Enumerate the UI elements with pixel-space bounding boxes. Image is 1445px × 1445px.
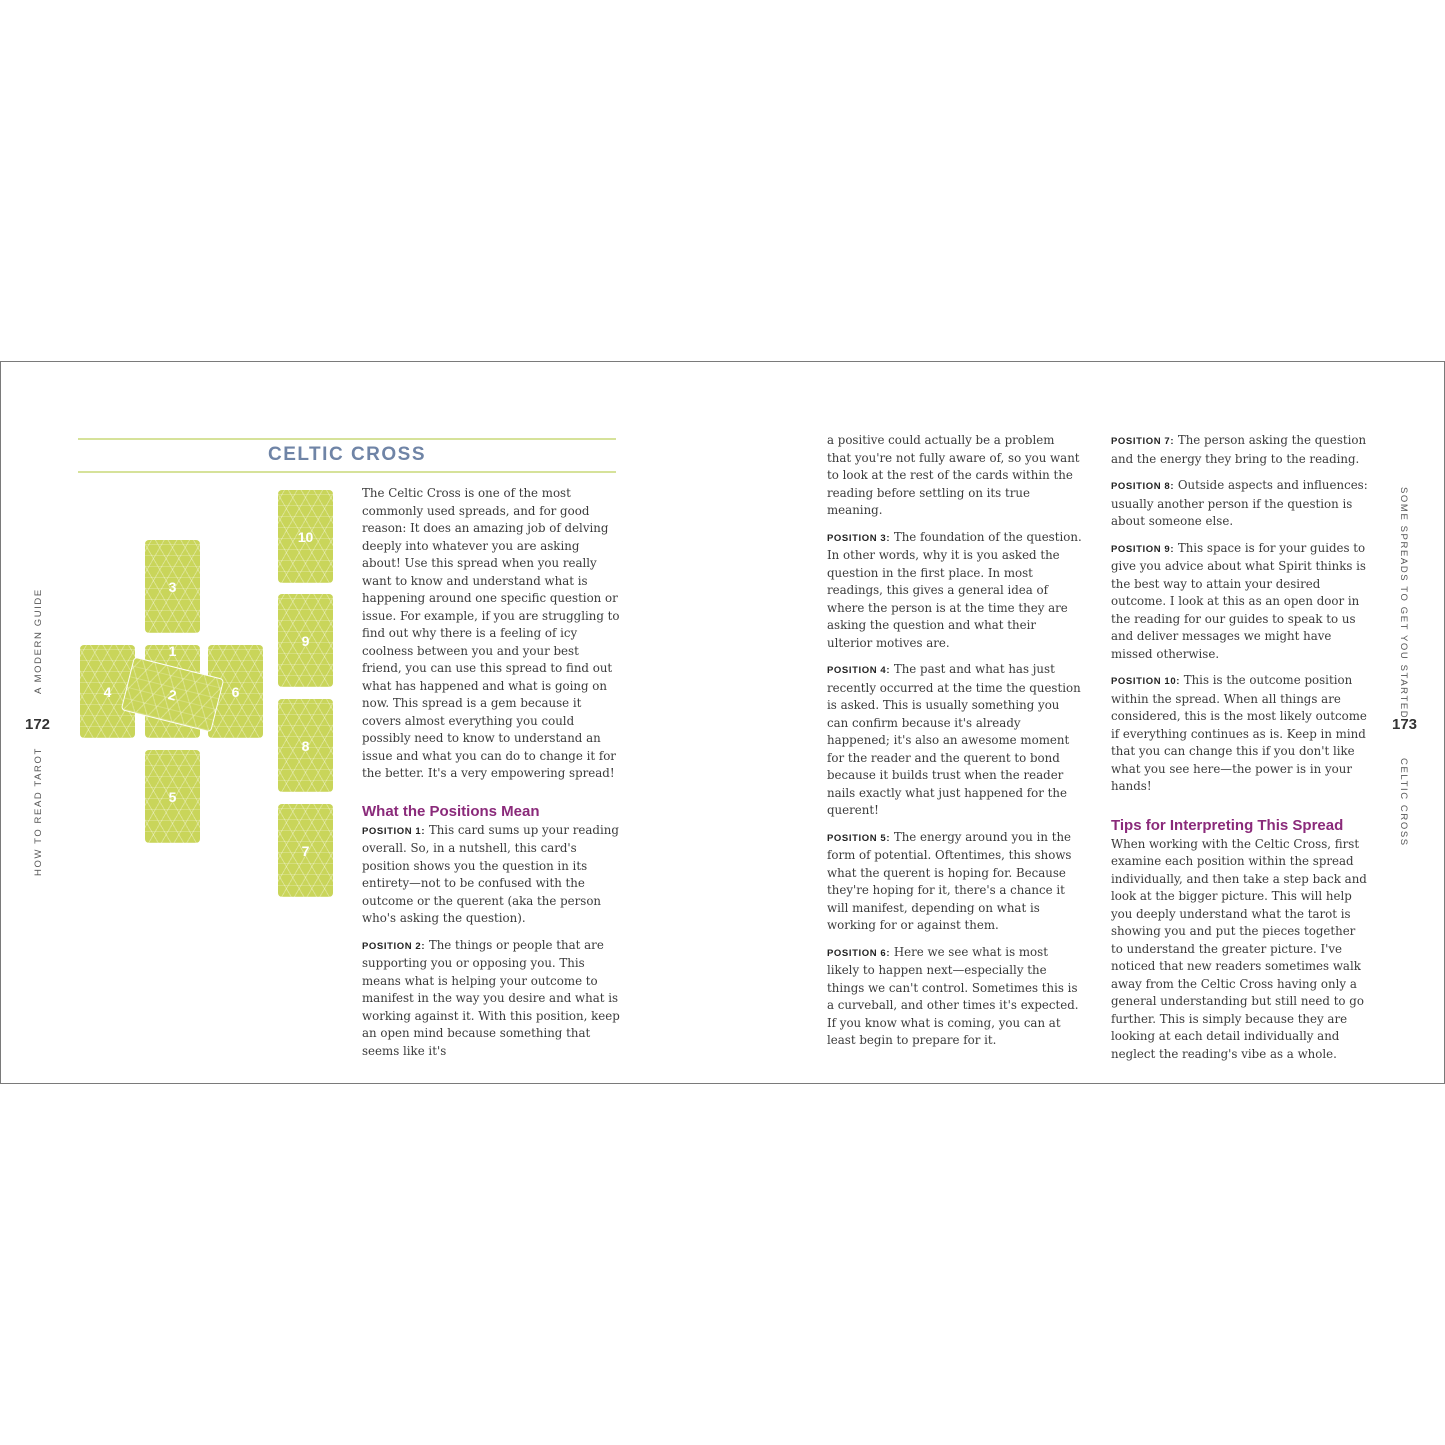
position-text: Outside aspects and influences: usually another person if the question is about someone else.	[1111, 478, 1368, 528]
page-title: CELTIC CROSS	[267, 444, 427, 465]
position-6	[827, 944, 1082, 1050]
running-head-book-title: HOW TO READ TAROT	[33, 747, 44, 876]
position-text: Here we see what is most likely to happen next—especially the things we can't control. Sometimes this is a curveball, and other times it's expected. If you know what is coming, you can at least begin to prepare for it.	[827, 944, 1079, 1047]
position-text: This is the outcome position within the spread. When all things are considered, this is the most likely outcome if everything continues as is. Keep in mind that you can change this if you don't like what you see here—the power is in your hands!	[1111, 673, 1367, 793]
position-3	[827, 529, 1082, 653]
card-number: 4	[103, 683, 112, 700]
position-5	[827, 829, 1082, 935]
tarot-card-9	[278, 594, 333, 687]
position-label: POSITION 7:	[1111, 436, 1175, 447]
position-4	[827, 661, 1082, 820]
position-8	[1111, 477, 1368, 531]
page-number-right: 173	[1392, 716, 1418, 733]
position-2-continued: a positive could actually be a problem that you're not fully aware of, so you want to look at the rest of the cards within the reading before settling on its true meaning.	[827, 433, 1080, 517]
card-number: 9	[301, 632, 310, 649]
tips-paragraph: When working with the Celtic Cross, first examine each position within the spread individually, and then take a step back and look at the bigger picture. This will help you deeply understand what the tarot is showing you and put the pieces together to understand the greater picture. I've noticed that new readers sometimes walk away from the Celtic Cross having only a general understanding but still need to go further. This is simply because they are looking at each detail individually and neglect the reading's vibe as a whole.	[1111, 836, 1367, 1061]
right-text-column-2	[1111, 432, 1368, 1072]
tarot-card-5	[145, 750, 200, 843]
position-2	[362, 937, 620, 1061]
card-number: 3	[168, 578, 177, 595]
intro-paragraph: The Celtic Cross is one of the most commonly used spreads, and for good reason: It does an amazing job of delving deeply into whatever you are asking about! Use this spread when you really want to know and understand what is happening around one specific question or issue. For example, if you are struggling to find out why there is a feeling of icy coolness between you and your best friend, you can use this spread to find out what has happened and what is going on now. This spread is a gem because it covers almost everything you could possibly need to know to understand an issue and what you can do to change it for the better. It's a very empowering spread!	[362, 486, 620, 780]
tips-subhead: Tips for Interpreting This Spread	[1111, 816, 1344, 834]
position-1	[362, 822, 620, 928]
tarot-card-10	[278, 490, 333, 583]
position-10	[1111, 672, 1368, 796]
position-label: POSITION 9:	[1111, 543, 1175, 555]
card-number: 6	[231, 683, 240, 700]
position-label: POSITION 5:	[827, 832, 891, 844]
running-head-subtitle: A MODERN GUIDE	[33, 588, 44, 694]
position-text: The energy around you in the form of potential. Oftentimes, this shows what the querent is hoping for. Because they're hoping for it, there's a chance it will manifest, depending on what is working for or against them.	[827, 829, 1072, 932]
card-number: 8	[301, 737, 310, 754]
position-text: The foundation of the question. In other words, why it is you asked the question in the first place. In most readings, this gives a general idea of where the person is at the time they are asking the question and what their ulterior motives are.	[827, 529, 1082, 650]
position-label: POSITION 2:	[362, 940, 426, 952]
tarot-card-8	[278, 699, 333, 792]
right-text-column-1	[827, 432, 1082, 1059]
tarot-card-3	[145, 540, 200, 633]
card-number: 7	[301, 842, 310, 859]
left-text-column	[362, 485, 620, 1069]
page-number-left: 172	[25, 716, 51, 733]
card-number: 10	[297, 528, 314, 545]
position-label: POSITION 3:	[827, 532, 891, 544]
position-label: POSITION 6:	[827, 947, 891, 959]
position-text: The past and what has just recently occurred at the time the question is asked. This is usually something you can confirm because it's already happened; it's also an awesome moment for the reader and the querent to bond because it builds trust when the reader nails exactly what just happened for the querent!	[827, 662, 1081, 817]
position-9	[1111, 540, 1368, 664]
position-label: POSITION 1:	[362, 825, 426, 837]
title-rule-bottom	[78, 471, 616, 473]
position-text: This space is for your guides to give you advice about what Spirit thinks is the best way to attain your desired outcome. I look at this as an open door in the reading for our guides to speak to us and deliver messages we might have missed otherwise.	[1111, 540, 1366, 661]
position-text: This card sums up your reading overall. So, in a nutshell, this card's position shows you the question in its entirety—not to be confused with the outcome or the querent (aka the person who's asking the question).	[362, 822, 619, 925]
card-number: 1	[168, 643, 177, 659]
position-text: The things or people that are supporting you or opposing you. This means what is helping your outcome to manifest in the way you desire and what is working against it. With this position, keep an open mind because something that seems like it's	[362, 937, 620, 1058]
position-label: POSITION 8:	[1111, 481, 1175, 492]
position-7	[1111, 432, 1368, 468]
card-number: 2	[166, 685, 179, 704]
card-number: 5	[168, 788, 177, 805]
tarot-card-7	[278, 804, 333, 897]
title-rule-top	[78, 438, 616, 440]
running-head-chapter: SOME SPREADS TO GET YOU STARTED	[1398, 487, 1409, 720]
position-label: POSITION 10:	[1111, 676, 1180, 687]
running-head-section: CELTIC CROSS	[1398, 758, 1409, 847]
position-text: The person asking the question and the energy they bring to the reading.	[1111, 433, 1367, 466]
position-label: POSITION 4:	[827, 665, 891, 676]
positions-subhead: What the Positions Mean	[362, 802, 540, 820]
